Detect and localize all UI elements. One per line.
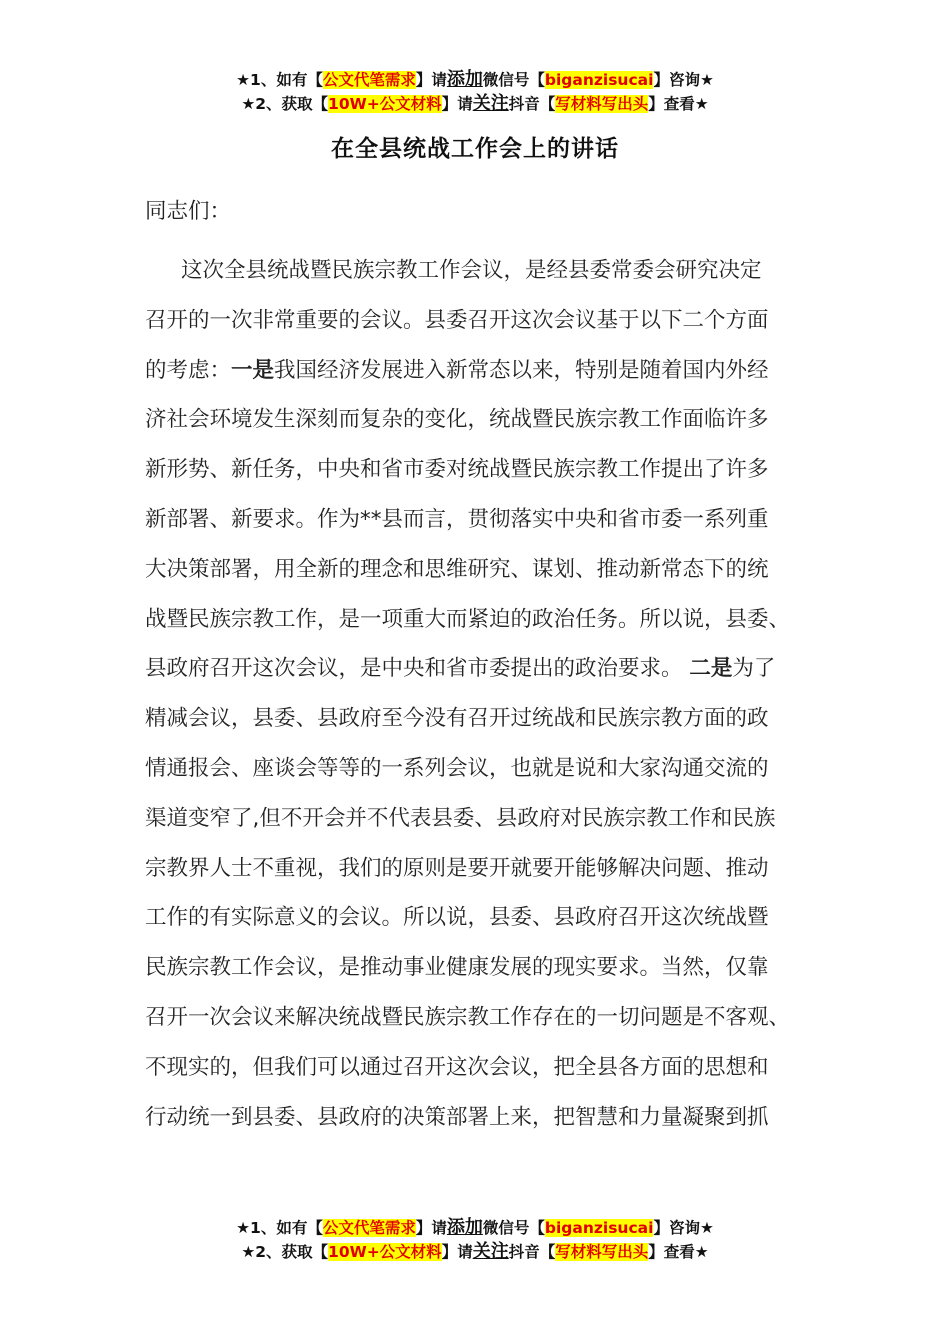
text-line: 县政府召开这次会议，是中央和省市委提出的政治要求。 二是为了 <box>145 656 776 682</box>
text-line: 这次全县统战暨民族宗教工作会议，是经县委常委会研究决定 <box>181 258 762 283</box>
text-line: 大决策部署，用全新的理念和思维研究、谋划、推动新常态下的统 <box>145 556 769 582</box>
text-line: 不现实的，但我们可以通过召开这次会议，把全县各方面的思想和 <box>145 1054 769 1080</box>
highlight-writing-service: 公文代笔需求 <box>322 1219 416 1237</box>
footer-banner <box>0 1216 950 1264</box>
salutation: 同志们： <box>145 199 232 224</box>
body-paragraph <box>145 246 810 1142</box>
text-line: 工作的有实际意义的会议。所以说，县委、县政府召开这次统战暨 <box>145 905 769 931</box>
text-line: 行动统一到县委、县政府的决策部署上来，把智慧和力量凝聚到抓 <box>145 1104 769 1130</box>
text-line: 召开的一次非常重要的会议。县委召开这次会议基于以下二个方面 <box>145 307 769 333</box>
highlight-materials: 10W+公文材料 <box>328 1243 442 1261</box>
emphasis-second: 二是 <box>689 656 733 682</box>
text-line: 济社会环境发生深刻而复杂的变化，统战暨民族宗教工作面临许多 <box>145 407 769 433</box>
highlight-douyin-id: 写材料写出头 <box>555 95 649 113</box>
banner-line-2: ★2、获取【10W+公文材料】请关注抖音【写材料写出头】查看★ <box>241 1241 709 1262</box>
header-banner <box>0 68 950 116</box>
text-line: 民族宗教工作会议，是推动事业健康发展的现实要求。当然，仅靠 <box>145 955 769 981</box>
text-line: 渠道变窄了,但不开会并不代表县委、县政府对民族宗教工作和民族 <box>145 805 776 831</box>
banner-line-1: ★1、如有【公文代笔需求】请添加微信号【biganzisucai】咨询★ <box>236 1217 714 1238</box>
highlight-writing-service: 公文代笔需求 <box>322 71 416 89</box>
highlight-wechat-id: biganzisucai <box>544 1219 654 1237</box>
text-line: 新部署、新要求。作为**县而言，贯彻落实中央和省市委一系列重 <box>145 506 769 532</box>
document-title: 在全县统战工作会上的讲话 <box>331 136 619 162</box>
highlight-douyin-id: 写材料写出头 <box>555 1243 649 1261</box>
highlight-materials: 10W+公文材料 <box>328 95 442 113</box>
text-line: 情通报会、座谈会等等的一系列会议，也就是说和大家沟通交流的 <box>145 755 769 781</box>
text-line: 召开一次会议来解决统战暨民族宗教工作存在的一切问题是不客观、 <box>145 1004 791 1030</box>
text-line: 宗教界人士不重视，我们的原则是要开就要开能够解决问题、推动 <box>145 855 769 881</box>
banner-line-1: ★1、如有【公文代笔需求】请添加微信号【biganzisucai】咨询★ <box>236 69 714 90</box>
text-line: 精减会议，县委、县政府至今没有召开过统战和民族宗教方面的政 <box>145 706 769 732</box>
emphasis-first: 一是 <box>231 357 275 383</box>
banner-line-2: ★2、获取【10W+公文材料】请关注抖音【写材料写出头】查看★ <box>241 93 709 114</box>
highlight-wechat-id: biganzisucai <box>544 71 654 89</box>
text-line: 新形势、新任务，中央和省市委对统战暨民族宗教工作提出了许多 <box>145 457 769 483</box>
text-line: 的考虑：一是我国经济发展进入新常态以来，特别是随着国内外经 <box>145 357 769 383</box>
text-line: 战暨民族宗教工作，是一项重大而紧迫的政治任务。所以说，县委、 <box>145 606 791 632</box>
